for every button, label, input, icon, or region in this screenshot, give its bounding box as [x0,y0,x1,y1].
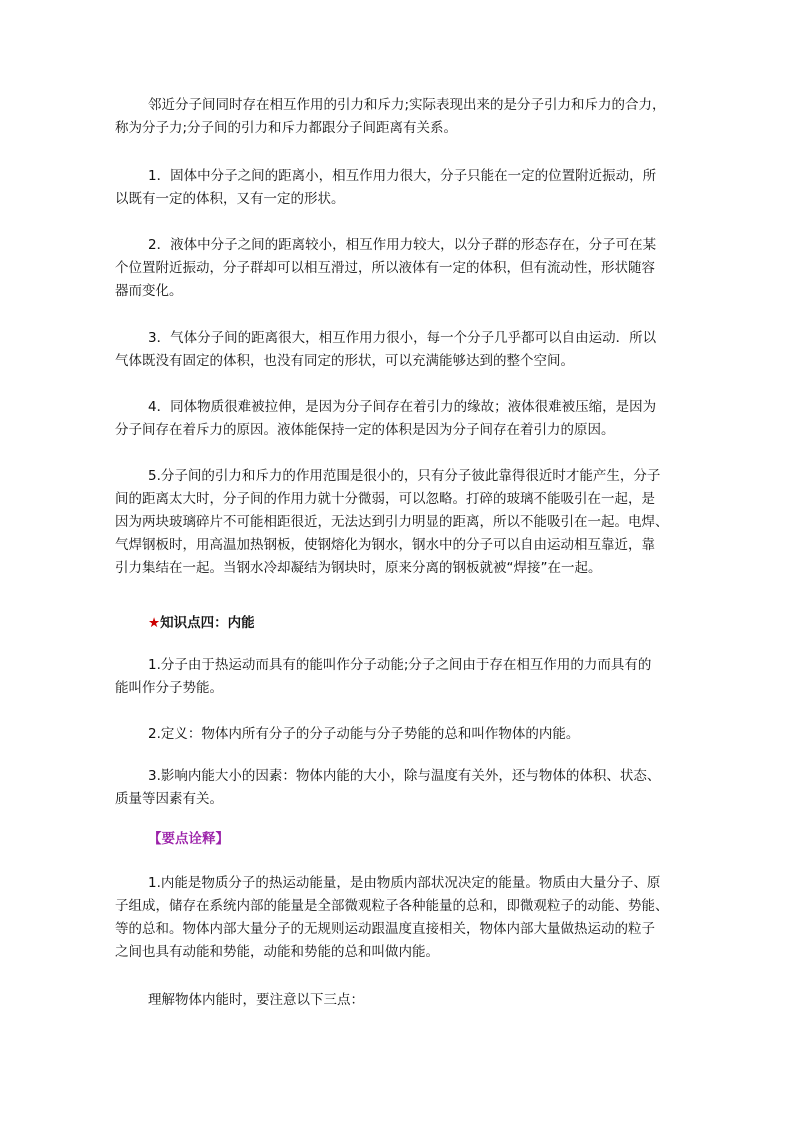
text-line: 1.内能是物质分子的热运动能量，是由物质内部状况决定的能量。物质由大量分子、原 [148,875,661,891]
star-icon: ★ [148,615,161,631]
text-line: 间的距离太大时，分子间的作用力就十分微弱，可以忽略。打碎的玻璃不能吸引在一起，是 [115,491,655,507]
paragraph-three-points [115,989,685,1012]
paragraph-internal-energy [115,872,685,964]
section-heading-knowledge-4 [148,612,255,635]
text-line: 以既有一定的体积，又有一定的形状。 [115,191,345,207]
text-line: 子组成，储存在系统内部的能量是全部微观粒子各种能量的总和，即微观粒子的动能、势能、 [115,898,669,914]
text-line: 称为分子力;分子间的引力和斥力都跟分子间距离有关系。 [115,120,458,136]
text-line: 5.分子间的引力和斥力的作用范围是很小的，只有分子彼此靠得很近时才能产生，分子 [148,468,661,484]
paragraph-molecular-force [115,94,685,140]
text-line: 质量等因素有关。 [115,791,223,807]
key-points-heading: 【要点诠释】 [148,831,229,847]
text-line: 2．液体中分子之间的距离较小，相互作用力较大，以分子群的形态存在，分子可在某 [148,237,657,253]
text-line: 气焊钢板时，用高温加热钢板，使钢熔化为钢水，钢水中的分子可以自由运动相互靠近，靠 [115,537,655,553]
text-line: 器而变化。 [115,283,183,299]
text-line: 个位置附近振动，分子群却可以相互滑过，所以液体有一定的体积，但有流动性，形状随容 [115,260,655,276]
text-line: 等的总和。物体内部大量分子的无规则运动跟温度直接相关，物体内部大量做热运动的粒子 [115,921,655,937]
section-heading-text: 知识点四：内能 [160,615,255,631]
text-line: 邻近分子间同时存在相互作用的引力和斥力;实际表现出来的是分子引力和斥力的合力， [148,97,666,113]
text-line: 2.定义：物体内所有分子的分子动能与分子势能的总和叫作物体的内能。 [148,726,580,742]
text-line: 理解物体内能时，要注意以下三点： [148,992,364,1008]
text-line: 引力集结在一起。当钢水冷却凝结为钢块时，原来分离的钢板就被“焊接”在一起。 [115,560,602,576]
paragraph-stretch-compress [115,396,685,442]
text-line: 1．固体中分子之间的距离小，相互作用力很大，分子只能在一定的位置附近振动，所 [148,168,657,184]
text-line: 之间也具有动能和势能，动能和势能的总和叫做内能。 [115,944,439,960]
text-line: 1.分子由于热运动而具有的能叫作分子动能;分子之间由于存在相互作用的力而具有的 [148,657,652,673]
text-line: 分子间存在着斥力的原因。液体能保持一定的体积是因为分子间存在着引力的原因。 [115,422,615,438]
text-line: 4．同体物质很难被拉伸，是因为分子间存在着引力的缘故；液体很难被压缩，是因为 [148,399,657,415]
paragraph-force-range [115,465,685,580]
text-line: 因为两块玻璃碎片不可能相距很近，无法达到引力明显的距离，所以不能吸引在一起。电焊、 [115,514,669,530]
paragraph-molecular-energy [115,654,685,700]
paragraph-liquid [115,234,685,303]
paragraph-factors [115,765,685,811]
text-line: 3.影响内能大小的因素：物体内能的大小，除与温度有关外，还与物体的体积、状态、 [148,768,661,784]
text-line: 能叫作分子势能。 [115,680,223,696]
paragraph-definition [115,723,685,746]
paragraph-gas [115,327,685,373]
paragraph-solid [115,165,685,211]
text-line: 3．气体分子间的距离很大，相互作用力很小，每一个分子几乎都可以自由运动．所以 [148,330,657,346]
text-line: 气体既没有固定的体积，也没有同定的形状，可以充满能够达到的整个空间。 [115,353,574,369]
